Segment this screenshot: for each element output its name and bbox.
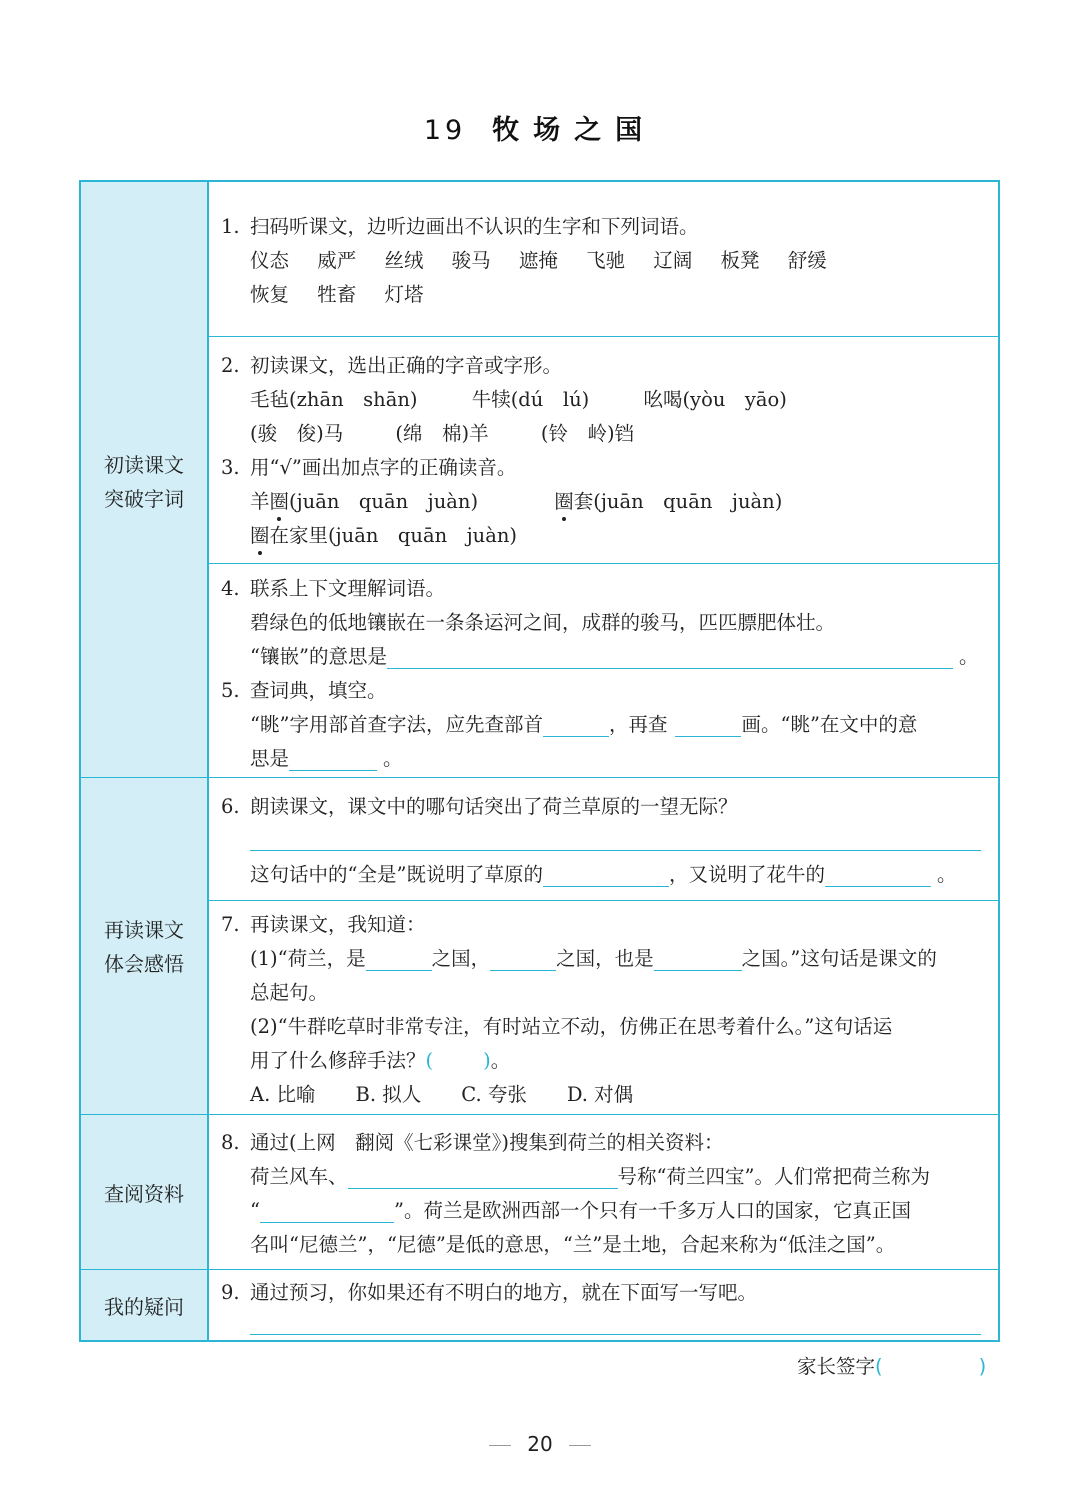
- question-text: (1)“荷兰，是: [250, 947, 366, 970]
- parent-signature: [797, 1351, 986, 1379]
- row-divider: [209, 336, 998, 337]
- question-number: 9.: [221, 1281, 240, 1304]
- answer-line[interactable]: [250, 850, 981, 851]
- section-divider: [81, 777, 998, 778]
- signature-paren-open: (: [875, 1355, 883, 1378]
- question-text: “镶嵌”的意思是: [250, 645, 387, 668]
- dotted-character: 圈: [554, 490, 574, 513]
- section-label-research: 查阅资料: [104, 1182, 184, 1206]
- dotted-character: 圈: [269, 490, 290, 513]
- page-number-dash: [489, 1445, 511, 1446]
- question-4: [221, 572, 991, 776]
- section-label-rereading: [81, 913, 207, 981]
- question-number: 1.: [221, 215, 240, 238]
- pinyin-choice[interactable]: 毛毡(zhān shān): [250, 388, 418, 411]
- lesson-title: [0, 108, 1080, 147]
- question-text: (2)“牛群吃草时非常专注，有时站立不动，仿佛正在思考着什么。”这句话运: [250, 1015, 893, 1038]
- question-text: 荷兰风车、: [250, 1165, 348, 1188]
- question-number: 6.: [221, 795, 240, 818]
- question-text: 再读课文，我知道：: [250, 913, 426, 936]
- question-number: 7.: [221, 913, 240, 936]
- question-2: [221, 349, 991, 553]
- signature-paren-close: ): [978, 1355, 987, 1378]
- question-text: 通过(上网 翻阅《七彩课堂》)搜集到荷兰的相关资料：: [250, 1131, 724, 1154]
- answer-blank[interactable]: [348, 1162, 618, 1189]
- vocab-word: 飞驰: [586, 249, 626, 272]
- question-8: [221, 1126, 991, 1262]
- worksheet-table: [79, 180, 1000, 1342]
- punctuation: 。: [490, 1049, 511, 1072]
- question-text: 朗读课文，课文中的哪句话突出了荷兰草原的一望无际？: [250, 795, 738, 818]
- lesson-number: 19: [423, 115, 467, 146]
- option-b[interactable]: B. 拟人: [355, 1083, 422, 1106]
- section-label-first-reading: [81, 448, 207, 516]
- question-text: 之国，: [431, 947, 491, 970]
- question-text: 之国，也是: [556, 947, 654, 970]
- pinyin-choice[interactable]: 套(juān quān juàn): [573, 490, 783, 513]
- punctuation: 。: [936, 863, 957, 886]
- question-text: 用了什么修辞手法？: [250, 1049, 426, 1072]
- answer-options: [221, 1078, 991, 1112]
- question-text: 名叫“尼德兰”，“尼德”是低的意思，“兰”是土地，合起来称为“低洼之国”。: [250, 1233, 896, 1256]
- page-number-dash: [569, 1445, 591, 1446]
- section-label-line: 初读课文: [104, 453, 184, 477]
- option-a[interactable]: A. 比喻: [250, 1083, 316, 1106]
- word-list-row: [221, 278, 991, 312]
- question-text: ，又说明了花牛的: [668, 863, 825, 886]
- question-text: 总起句。: [250, 981, 329, 1004]
- answer-blank[interactable]: [675, 710, 741, 737]
- row-divider: [209, 563, 998, 564]
- pinyin-choice[interactable]: 牛犊(dú lú): [471, 388, 590, 411]
- question-text: 思是: [250, 747, 290, 770]
- section-divider: [81, 1114, 998, 1115]
- answer-blank[interactable]: [289, 744, 377, 771]
- answer-line[interactable]: [250, 1334, 981, 1335]
- vocab-word: 威严: [317, 249, 357, 272]
- section-label-line: 再读课文: [104, 918, 184, 942]
- pinyin-choice[interactable]: 吆喝(yòu yāo): [643, 388, 787, 411]
- answer-blank[interactable]: [387, 642, 953, 669]
- question-text: 查词典，填空。: [250, 679, 387, 702]
- dotted-character: 圈: [250, 524, 270, 547]
- question-text: 通过预习，你如果还有不明白的地方，就在下面写一写吧。: [250, 1281, 758, 1304]
- context-sentence: 碧绿色的低地镶嵌在一条条运河之间，成群的骏马，匹匹膘肥体壮。: [250, 611, 836, 634]
- page-number-value: 20: [527, 1432, 553, 1456]
- section-label-questions: 我的疑问: [104, 1295, 184, 1319]
- vocab-word: 辽阔: [653, 249, 693, 272]
- answer-blank[interactable]: [366, 944, 432, 971]
- question-number: 3.: [221, 456, 240, 479]
- question-number: 8.: [221, 1131, 240, 1154]
- question-text: 这句话中的“全是”既说明了草原的: [250, 863, 543, 886]
- question-text: 号称“荷兰四宝”。人们常把荷兰称为: [617, 1165, 930, 1188]
- section-sidebar: [81, 182, 209, 1340]
- word-list-row: [221, 244, 991, 278]
- question-9: [221, 1276, 991, 1336]
- section-label-line: 突破字词: [104, 487, 184, 511]
- lesson-name: 牧场之国: [492, 115, 657, 146]
- question-6: [221, 790, 991, 894]
- answer-blank[interactable]: [825, 860, 931, 887]
- character-choice[interactable]: (绵 棉)羊: [395, 422, 489, 445]
- row-divider: [209, 900, 998, 901]
- pinyin-choice[interactable]: 在家里(juān quān juàn): [269, 524, 518, 547]
- question-3: [221, 451, 991, 485]
- vocab-word: 灯塔: [384, 283, 424, 306]
- vocab-word: 遮掩: [518, 249, 558, 272]
- question-text: 用“√”画出加点字的正确读音。: [250, 456, 517, 479]
- question-number: 4.: [221, 577, 240, 600]
- vocab-word: 骏马: [451, 249, 491, 272]
- vocab-word: 仪态: [250, 249, 290, 272]
- word-part: 羊: [250, 490, 270, 513]
- punctuation: “: [250, 1199, 260, 1222]
- question-text: 画。“眺”在文中的意: [741, 713, 918, 736]
- punctuation: 。: [958, 645, 979, 668]
- answer-blank[interactable]: [490, 944, 556, 971]
- question-7: [221, 908, 991, 1112]
- answer-blank[interactable]: [543, 710, 609, 737]
- parent-signature-label: 家长签字: [797, 1355, 876, 1378]
- answer-blank[interactable]: [543, 860, 669, 887]
- question-text: ，再查: [608, 713, 668, 736]
- question-text: ”。荷兰是欧洲西部一个只有一千多万人口的国家，它真正国: [393, 1199, 911, 1222]
- question-5: [221, 674, 991, 708]
- question-text: “眺”字用部首查字法，应先查部首: [250, 713, 543, 736]
- question-number: 2.: [221, 354, 240, 377]
- question-text: 扫码听课文，边听边画出不认识的生字和下列词语。: [250, 215, 699, 238]
- question-text: 之国。”这句话是课文的: [741, 947, 937, 970]
- answer-blank[interactable]: [260, 1196, 394, 1223]
- vocab-word: 板凳: [720, 249, 760, 272]
- punctuation: 。: [383, 747, 403, 770]
- answer-paren-close: ): [483, 1049, 491, 1072]
- option-d[interactable]: D. 对偶: [566, 1083, 634, 1106]
- character-choice[interactable]: (骏 俊)马: [250, 422, 344, 445]
- vocab-word: 舒缓: [787, 249, 827, 272]
- question-text: 联系上下文理解词语。: [250, 577, 446, 600]
- section-label-line: 体会感悟: [104, 952, 184, 976]
- answer-paren-open: (: [425, 1049, 434, 1072]
- character-choice[interactable]: (铃 岭)铛: [540, 422, 635, 445]
- page-number: [0, 1432, 1080, 1456]
- question-text: 初读课文，选出正确的字音或字形。: [250, 354, 563, 377]
- pinyin-choice[interactable]: (juān quān juàn): [289, 490, 479, 513]
- vocab-word: 恢复: [250, 283, 290, 306]
- vocab-word: 丝绒: [384, 249, 424, 272]
- question-number: 5.: [221, 679, 240, 702]
- vocab-word: 牲畜: [317, 283, 357, 306]
- answer-blank[interactable]: [654, 944, 742, 971]
- option-c[interactable]: C. 夸张: [461, 1083, 527, 1106]
- question-1: [221, 210, 991, 312]
- section-divider: [81, 1269, 998, 1270]
